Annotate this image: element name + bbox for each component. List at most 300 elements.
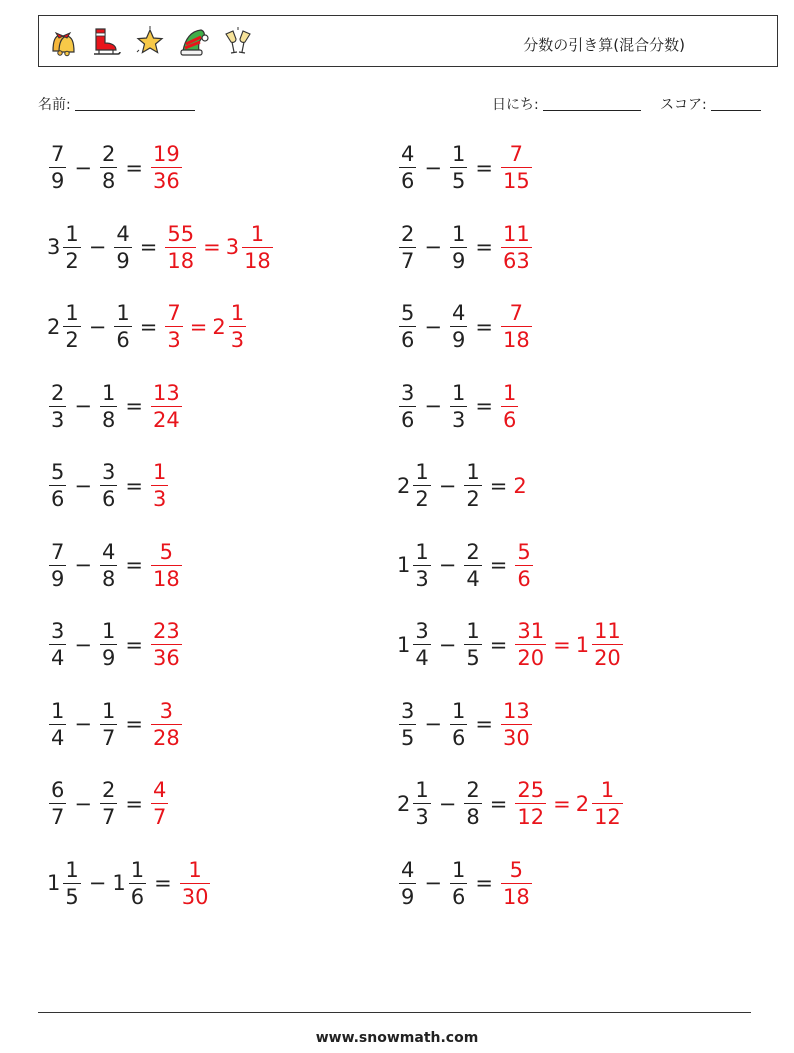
denominator: 36 — [152, 169, 180, 194]
minuend-fraction — [49, 621, 66, 669]
numerator: 1 — [65, 301, 79, 325]
minuend-fraction — [49, 539, 66, 591]
denominator: 15 — [502, 169, 530, 194]
minus-sign: − — [424, 155, 442, 180]
numerator: 1 — [466, 460, 480, 484]
minus-sign: − — [438, 473, 457, 498]
equals-sign: = — [489, 632, 508, 657]
numerator: 1 — [65, 221, 79, 246]
answer — [149, 539, 184, 591]
denominator: 9 — [116, 248, 130, 273]
answer — [513, 621, 624, 669]
denominator: 20 — [594, 646, 621, 671]
subtrahend-fraction — [100, 698, 117, 750]
answer-fraction — [501, 303, 532, 351]
equals-sign: = — [154, 871, 172, 896]
denominator: 30 — [502, 725, 530, 750]
denominator: 9 — [401, 884, 415, 909]
minuend-fraction — [63, 303, 80, 351]
numerator: 13 — [502, 698, 530, 723]
answer — [149, 780, 170, 828]
subtrahend-fraction — [464, 539, 481, 591]
numerator: 55 — [167, 221, 195, 246]
minuend-fraction — [399, 857, 416, 909]
denominator: 5 — [451, 169, 466, 194]
numerator: 1 — [451, 380, 466, 405]
equals-sign: = — [125, 791, 143, 816]
numerator: 1 — [451, 142, 466, 166]
problem-row — [47, 221, 275, 273]
denominator: 12 — [517, 805, 545, 830]
equals-sign: = — [475, 394, 493, 419]
answer-fraction — [151, 780, 168, 828]
whole-number: 3 — [225, 235, 240, 260]
problem-row — [47, 621, 184, 669]
numerator: 2 — [51, 380, 65, 405]
header-icons — [45, 24, 255, 60]
answer — [499, 221, 534, 273]
denominator: 18 — [502, 884, 530, 909]
footer-url: www.snowmath.com — [315, 1030, 479, 1046]
problem-row — [397, 780, 625, 828]
minuend-fraction — [399, 303, 416, 351]
problem-row — [47, 144, 184, 192]
name-label: 名前: — [38, 97, 71, 113]
equals-sign: = — [125, 473, 143, 498]
answer-fraction — [151, 698, 182, 750]
denominator: 9 — [451, 248, 466, 273]
minuend-fraction — [413, 780, 430, 828]
minus-sign: − — [438, 553, 457, 578]
denominator: 7 — [101, 725, 116, 750]
numerator: 3 — [101, 460, 116, 484]
denominator: 6 — [401, 169, 415, 194]
subtrahend-fraction — [450, 380, 467, 432]
subtrahend-fraction — [464, 462, 481, 510]
numerator: 4 — [152, 778, 167, 802]
minuend-fraction — [49, 698, 66, 750]
equals-sign: = — [475, 235, 493, 260]
denominator: 6 — [517, 566, 531, 591]
denominator: 3 — [415, 566, 429, 591]
minuend-fraction — [413, 539, 430, 591]
numerator: 1 — [101, 698, 116, 723]
denominator: 28 — [152, 725, 180, 750]
answer-fraction — [180, 857, 211, 909]
denominator: 6 — [451, 884, 466, 909]
denominator: 8 — [101, 566, 116, 591]
answer — [499, 857, 534, 909]
equals-sign: = — [125, 712, 143, 737]
numerator: 5 — [159, 539, 174, 564]
denominator: 2 — [466, 487, 480, 512]
numerator: 4 — [101, 539, 116, 564]
champagne-glasses-icon — [221, 25, 255, 59]
answer — [499, 303, 534, 351]
subtrahend-fraction — [100, 621, 117, 669]
numerator: 25 — [517, 778, 545, 802]
denominator: 8 — [101, 169, 116, 194]
numerator: 7 — [509, 142, 524, 166]
numerator: 1 — [415, 460, 429, 484]
denominator: 7 — [152, 805, 167, 830]
numerator: 19 — [152, 142, 180, 166]
subtrahend-fraction — [450, 857, 467, 909]
answer-fraction — [151, 539, 182, 591]
equals-sign: = — [203, 235, 221, 260]
answer-mixed-fraction — [242, 221, 273, 273]
numerator: 1 — [600, 778, 615, 802]
subtrahend-fraction — [100, 380, 117, 432]
whole-number: 2 — [47, 314, 61, 339]
worksheet-title: 分数の引き算(混合分数) — [523, 36, 685, 54]
answer — [513, 473, 527, 498]
equals-sign: = — [125, 155, 143, 180]
denominator: 6 — [401, 328, 415, 353]
numerator: 2 — [401, 221, 415, 246]
equals-sign: = — [125, 553, 143, 578]
numerator: 1 — [415, 778, 429, 802]
numerator: 1 — [101, 380, 116, 405]
denominator: 4 — [415, 646, 429, 671]
denominator: 9 — [101, 646, 116, 671]
minus-sign: − — [74, 553, 92, 578]
problem-row — [397, 380, 520, 432]
subtrahend-fraction — [464, 621, 481, 669]
denominator: 5 — [65, 884, 79, 909]
denominator: 18 — [152, 566, 180, 591]
denominator: 3 — [152, 487, 167, 512]
minuend-fraction — [399, 380, 416, 432]
numerator: 1 — [466, 619, 480, 643]
denominator: 63 — [502, 248, 530, 273]
answer-fraction — [151, 621, 182, 669]
whole-number: 3 — [47, 235, 61, 260]
numerator: 13 — [152, 380, 180, 405]
denominator: 36 — [152, 646, 180, 671]
whole-number: 2 — [575, 791, 590, 816]
denominator: 6 — [451, 725, 466, 750]
answer — [499, 144, 534, 192]
minuend-fraction — [413, 621, 430, 669]
numerator: 1 — [230, 301, 245, 325]
denominator: 7 — [51, 805, 65, 830]
answer-fraction — [501, 380, 518, 432]
denominator: 7 — [401, 248, 415, 273]
minuend-fraction — [49, 380, 66, 432]
whole-number: 1 — [47, 871, 61, 896]
whole-number: 2 — [513, 473, 527, 498]
date-field — [492, 94, 641, 114]
equals-sign: = — [553, 632, 571, 657]
problem-row — [397, 539, 535, 591]
numerator: 1 — [130, 857, 145, 882]
subtrahend-fraction — [114, 221, 131, 273]
denominator: 4 — [51, 646, 65, 671]
numerator: 3 — [159, 698, 174, 723]
subtrahend-fraction — [464, 780, 481, 828]
numerator: 2 — [101, 142, 116, 166]
problem-row — [397, 462, 528, 510]
name-blank[interactable] — [75, 96, 195, 111]
numerator: 31 — [517, 619, 545, 643]
numerator: 1 — [65, 857, 79, 882]
answer-fraction — [151, 144, 182, 192]
equals-sign: = — [475, 314, 493, 339]
minus-sign: − — [88, 314, 107, 339]
problem-row — [397, 621, 625, 669]
ice-skate-icon — [89, 25, 123, 59]
minus-sign: − — [74, 712, 92, 737]
minus-sign: − — [74, 394, 92, 419]
equals-sign: = — [125, 632, 143, 657]
subtrahend-fraction — [100, 144, 117, 192]
equals-sign: = — [139, 314, 158, 339]
numerator: 5 — [401, 301, 415, 325]
numerator: 11 — [502, 221, 530, 246]
subtrahend-fraction — [450, 303, 467, 351]
numerator: 1 — [152, 460, 167, 484]
problem-row — [47, 780, 170, 828]
answer-fraction — [165, 221, 196, 273]
name-field — [38, 94, 195, 114]
subtrahend-fraction — [114, 303, 131, 351]
minus-sign: − — [424, 235, 442, 260]
date-blank[interactable] — [543, 96, 641, 111]
denominator: 12 — [594, 805, 621, 830]
santa-hat-icon — [177, 25, 211, 59]
numerator: 3 — [401, 698, 415, 723]
numerator: 4 — [401, 857, 415, 882]
problem-row — [47, 303, 248, 351]
denominator: 2 — [65, 328, 79, 353]
answer-fraction — [501, 144, 532, 192]
numerator: 1 — [250, 221, 265, 246]
denominator: 6 — [502, 407, 517, 432]
equals-sign: = — [475, 712, 493, 737]
denominator: 6 — [116, 328, 130, 353]
numerator: 1 — [451, 698, 466, 723]
answer — [163, 303, 248, 351]
equals-sign: = — [489, 473, 508, 498]
answer-fraction — [515, 539, 532, 591]
minuend-fraction — [49, 144, 66, 192]
answer — [163, 221, 274, 273]
numerator: 7 — [509, 301, 524, 325]
numerator: 3 — [51, 619, 65, 643]
equals-sign: = — [475, 871, 493, 896]
numerator: 5 — [517, 539, 531, 564]
whole-number: 1 — [397, 553, 411, 578]
problem-row — [47, 698, 184, 750]
subtrahend-fraction — [100, 780, 117, 828]
equals-sign: = — [489, 553, 508, 578]
whole-number: 1 — [112, 871, 126, 896]
answer — [178, 857, 213, 909]
numerator: 1 — [116, 301, 130, 325]
problem-row — [47, 462, 170, 510]
denominator: 6 — [101, 487, 116, 512]
denominator: 18 — [244, 248, 271, 273]
denominator: 8 — [101, 407, 116, 432]
numerator: 4 — [401, 142, 415, 166]
answer-fraction — [515, 621, 546, 669]
subtrahend-fraction — [450, 698, 467, 750]
minus-sign: − — [424, 394, 442, 419]
denominator: 6 — [401, 407, 415, 432]
denominator: 2 — [65, 248, 79, 273]
denominator: 7 — [101, 805, 116, 830]
answer-mixed-fraction — [592, 621, 623, 669]
answer — [149, 462, 170, 510]
denominator: 3 — [230, 328, 245, 353]
numerator: 2 — [466, 778, 480, 802]
denominator: 4 — [51, 725, 65, 750]
problem-row — [47, 380, 184, 432]
minus-sign: − — [88, 871, 107, 896]
denominator: 5 — [401, 725, 415, 750]
minus-sign: − — [438, 632, 457, 657]
answer-fraction — [151, 462, 168, 510]
problem-row — [47, 539, 184, 591]
subtrahend-fraction — [129, 857, 146, 909]
denominator: 2 — [415, 487, 429, 512]
denominator: 30 — [181, 884, 209, 909]
minus-sign: − — [424, 712, 442, 737]
minuend-fraction — [413, 462, 430, 510]
answer-fraction — [501, 221, 532, 273]
numerator: 1 — [51, 698, 65, 723]
score-field — [660, 94, 761, 114]
numerator: 1 — [502, 380, 517, 405]
numerator: 2 — [101, 778, 116, 802]
problem-row — [397, 144, 534, 192]
footer-divider — [38, 1012, 751, 1013]
minus-sign: − — [74, 473, 92, 498]
denominator: 3 — [451, 407, 466, 432]
denominator: 18 — [502, 328, 530, 353]
denominator: 18 — [167, 248, 195, 273]
answer — [513, 539, 534, 591]
numerator: 5 — [51, 460, 65, 484]
answer-mixed-fraction — [229, 303, 246, 351]
minuend-fraction — [399, 144, 416, 192]
numerator: 2 — [466, 539, 480, 564]
equals-sign: = — [139, 235, 158, 260]
answer — [499, 698, 534, 750]
answer-mixed-fraction — [592, 780, 623, 828]
numerator: 4 — [116, 221, 130, 246]
whole-number: 2 — [397, 791, 411, 816]
numerator: 6 — [51, 778, 65, 802]
header-box — [38, 15, 778, 67]
numerator: 1 — [451, 857, 466, 882]
date-label: 日にち: — [492, 97, 539, 113]
answer — [149, 380, 184, 432]
minus-sign: − — [74, 632, 92, 657]
score-label: スコア: — [660, 97, 707, 113]
numerator: 4 — [451, 301, 466, 325]
numerator: 1 — [415, 539, 429, 564]
whole-number: 1 — [575, 632, 590, 657]
numerator: 3 — [401, 380, 415, 405]
answer — [149, 144, 184, 192]
score-blank[interactable] — [711, 96, 761, 111]
subtrahend-fraction — [100, 539, 117, 591]
answer — [149, 621, 184, 669]
minuend-fraction — [49, 780, 66, 828]
minuend-fraction — [63, 221, 80, 273]
minuend-fraction — [399, 698, 416, 750]
denominator: 3 — [415, 805, 429, 830]
bells-icon — [45, 25, 79, 59]
answer — [499, 380, 520, 432]
denominator: 6 — [130, 884, 145, 909]
problem-row — [47, 857, 212, 909]
equals-sign: = — [189, 314, 208, 339]
minuend-fraction — [49, 462, 66, 510]
numerator: 1 — [451, 221, 466, 246]
denominator: 4 — [466, 566, 480, 591]
numerator: 3 — [415, 619, 429, 643]
problem-row — [397, 857, 534, 909]
whole-number: 2 — [397, 473, 411, 498]
numerator: 1 — [101, 619, 116, 643]
minus-sign: − — [438, 791, 457, 816]
subtrahend-fraction — [450, 144, 467, 192]
numerator: 7 — [51, 539, 65, 564]
minuend-fraction — [63, 857, 80, 909]
denominator: 8 — [466, 805, 480, 830]
subtrahend-fraction — [450, 221, 467, 273]
problem-row — [397, 221, 534, 273]
problem-row — [397, 698, 534, 750]
numerator: 5 — [509, 857, 524, 882]
denominator: 5 — [466, 646, 480, 671]
minus-sign: − — [424, 314, 442, 339]
denominator: 9 — [51, 566, 65, 591]
denominator: 9 — [51, 169, 65, 194]
equals-sign: = — [125, 394, 143, 419]
numerator: 1 — [188, 857, 202, 882]
denominator: 3 — [167, 328, 181, 353]
numerator: 11 — [594, 619, 621, 643]
answer — [513, 780, 624, 828]
denominator: 9 — [451, 328, 466, 353]
answer-fraction — [501, 857, 532, 909]
answer-fraction — [515, 780, 546, 828]
numerator: 7 — [51, 142, 65, 166]
minus-sign: − — [74, 155, 92, 180]
answer-fraction — [151, 380, 182, 432]
denominator: 24 — [152, 407, 180, 432]
equals-sign: = — [553, 791, 571, 816]
equals-sign: = — [475, 155, 493, 180]
problem-row — [397, 303, 534, 351]
minus-sign: − — [74, 791, 92, 816]
whole-number: 2 — [212, 314, 226, 339]
subtrahend-fraction — [100, 462, 117, 510]
minuend-fraction — [399, 221, 416, 273]
numerator: 23 — [152, 619, 180, 643]
denominator: 20 — [517, 646, 545, 671]
answer-fraction — [501, 698, 532, 750]
whole-number: 1 — [397, 632, 411, 657]
denominator: 6 — [51, 487, 65, 512]
minus-sign: − — [424, 871, 442, 896]
denominator: 3 — [51, 407, 65, 432]
answer-fraction — [165, 303, 182, 351]
